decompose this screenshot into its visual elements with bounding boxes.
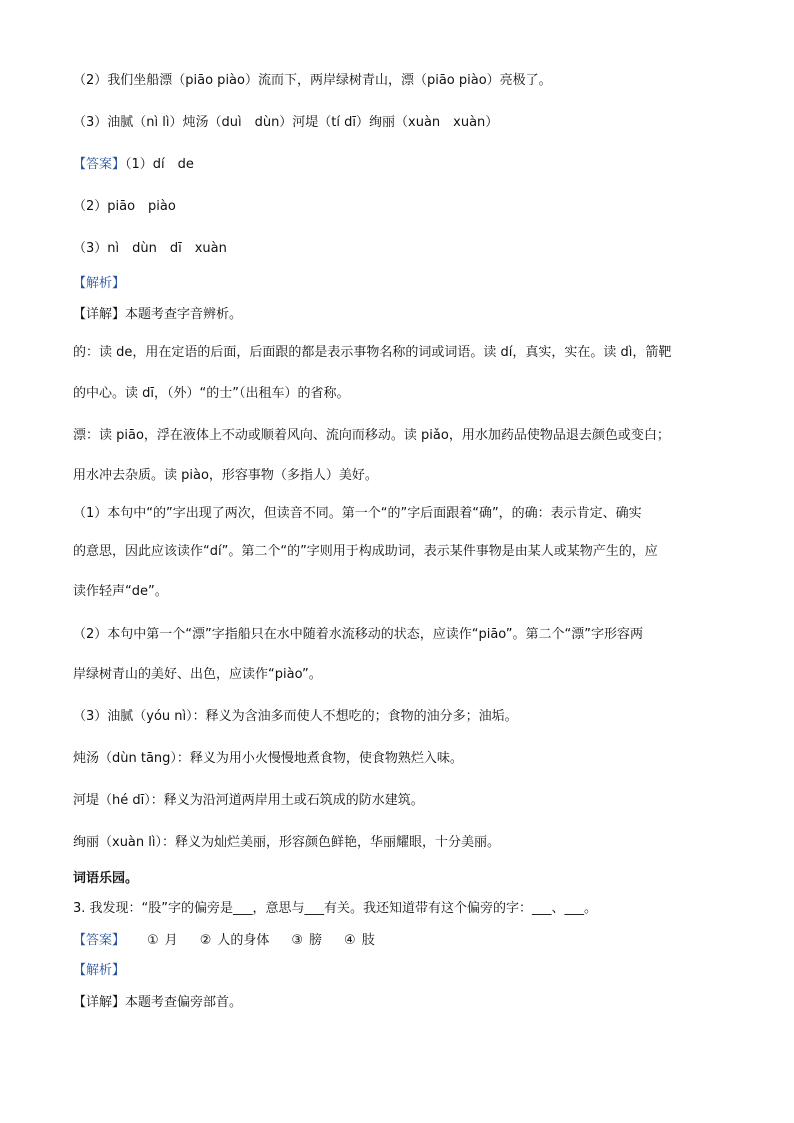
answer-value: 月 xyxy=(164,933,178,948)
analysis-line: 漂：读 piāo，浮在液体上不动或顺着风向、流向而移动。读 piǎo，用水加药品使物品退去颜色或变白； xyxy=(73,428,670,443)
analysis-label: 【解析】 xyxy=(73,963,126,978)
answer-text-1: （1）dí de xyxy=(125,157,194,172)
analysis-line: （1）本句中“的”字出现了两次，但读音不同。第一个“的”字后面跟着“确”，的确：表示肯定、确实 xyxy=(73,506,642,521)
analysis-line: 用水冲去杂质。读 piào，形容事物（多指人）美好。 xyxy=(73,468,378,483)
analysis-line: 的：读 de，用在定语的后面，后面跟的都是表示事物名称的词或词语。读 dí，真实，实在。读 dì，箭靶 xyxy=(73,345,672,360)
answer-item xyxy=(344,932,375,950)
analysis-line: （3）油腻（yóu nì）：释义为含油多而使人不想吃的；食物的油分多；油垢。 xyxy=(73,709,518,724)
detail-line xyxy=(73,306,242,324)
question-3-fill: 3. 我发现：“股”字的偏旁是___，意思与___有关。我还知道带有这个偏旁的字：___、___。 xyxy=(73,901,598,916)
analysis-line: 河堤（hé dī）：释义为沿河道两岸用土或石筑成的防水建筑。 xyxy=(73,793,424,808)
answer-line-2: （2）piāo piào xyxy=(73,199,176,214)
answer-row xyxy=(73,932,375,950)
question-2-text: （2）我们坐船漂（piāo piào）流而下，两岸绿树青山，漂（piāo piào）亮极了。 xyxy=(73,73,552,88)
answer-item xyxy=(291,932,322,950)
analysis-line: 绚丽（xuàn lì）：释义为灿烂美丽，形容颜色鲜艳，华丽耀眼，十分美丽。 xyxy=(73,835,500,850)
detail-text: 本题考查字音辨析。 xyxy=(125,307,243,322)
answer-number: ② xyxy=(199,933,212,948)
analysis-label: 【解析】 xyxy=(73,276,126,291)
answer-value: 人的身体 xyxy=(217,933,270,948)
answer-number: ① xyxy=(147,933,159,948)
detail-text: 本题考查偏旁部首。 xyxy=(125,995,243,1010)
answer-label: 【答案】 xyxy=(73,157,126,172)
answer-value: 肢 xyxy=(361,933,375,948)
answer-item xyxy=(147,932,178,950)
answer-number: ④ xyxy=(344,933,356,948)
answer-label: 【答案】 xyxy=(73,933,126,948)
analysis-line: 的意思，因此应该读作“dí”。第二个“的”字则用于构成助词，表示某件事物是由某人或某物产生的，应 xyxy=(73,544,658,559)
question-3-text: （3）油腻（nì lì）炖汤（duì dùn）河堤（tí dī）绚丽（xuàn xuàn） xyxy=(73,115,499,130)
answer-line-3: （3）nì dùn dī xuàn xyxy=(73,241,227,256)
answer-value: 膀 xyxy=(309,933,323,948)
analysis-line: 的中心。读 dī，（外）“的士”（出租车）的省称。 xyxy=(73,386,350,401)
answer-number: ③ xyxy=(291,933,304,948)
section-heading: 词语乐园。 xyxy=(73,871,139,886)
detail-label: 【详解】 xyxy=(73,307,126,322)
detail-label: 【详解】 xyxy=(73,995,126,1010)
analysis-line: 岸绿树青山的美好、出色，应读作“piào”。 xyxy=(73,667,322,682)
answer-line-1 xyxy=(73,156,194,174)
answer-item xyxy=(200,932,270,950)
analysis-line: 读作轻声“de”。 xyxy=(73,584,168,599)
analysis-line: 炖汤（dùn tāng）：释义为用小火慢慢地煮食物，使食物熟烂入味。 xyxy=(73,751,463,766)
analysis-line: （2）本句中第一个“漂”字指船只在水中随着水流移动的状态，应读作“piāo”。第二个“漂”字形容两 xyxy=(73,627,644,642)
detail-line xyxy=(73,994,242,1012)
